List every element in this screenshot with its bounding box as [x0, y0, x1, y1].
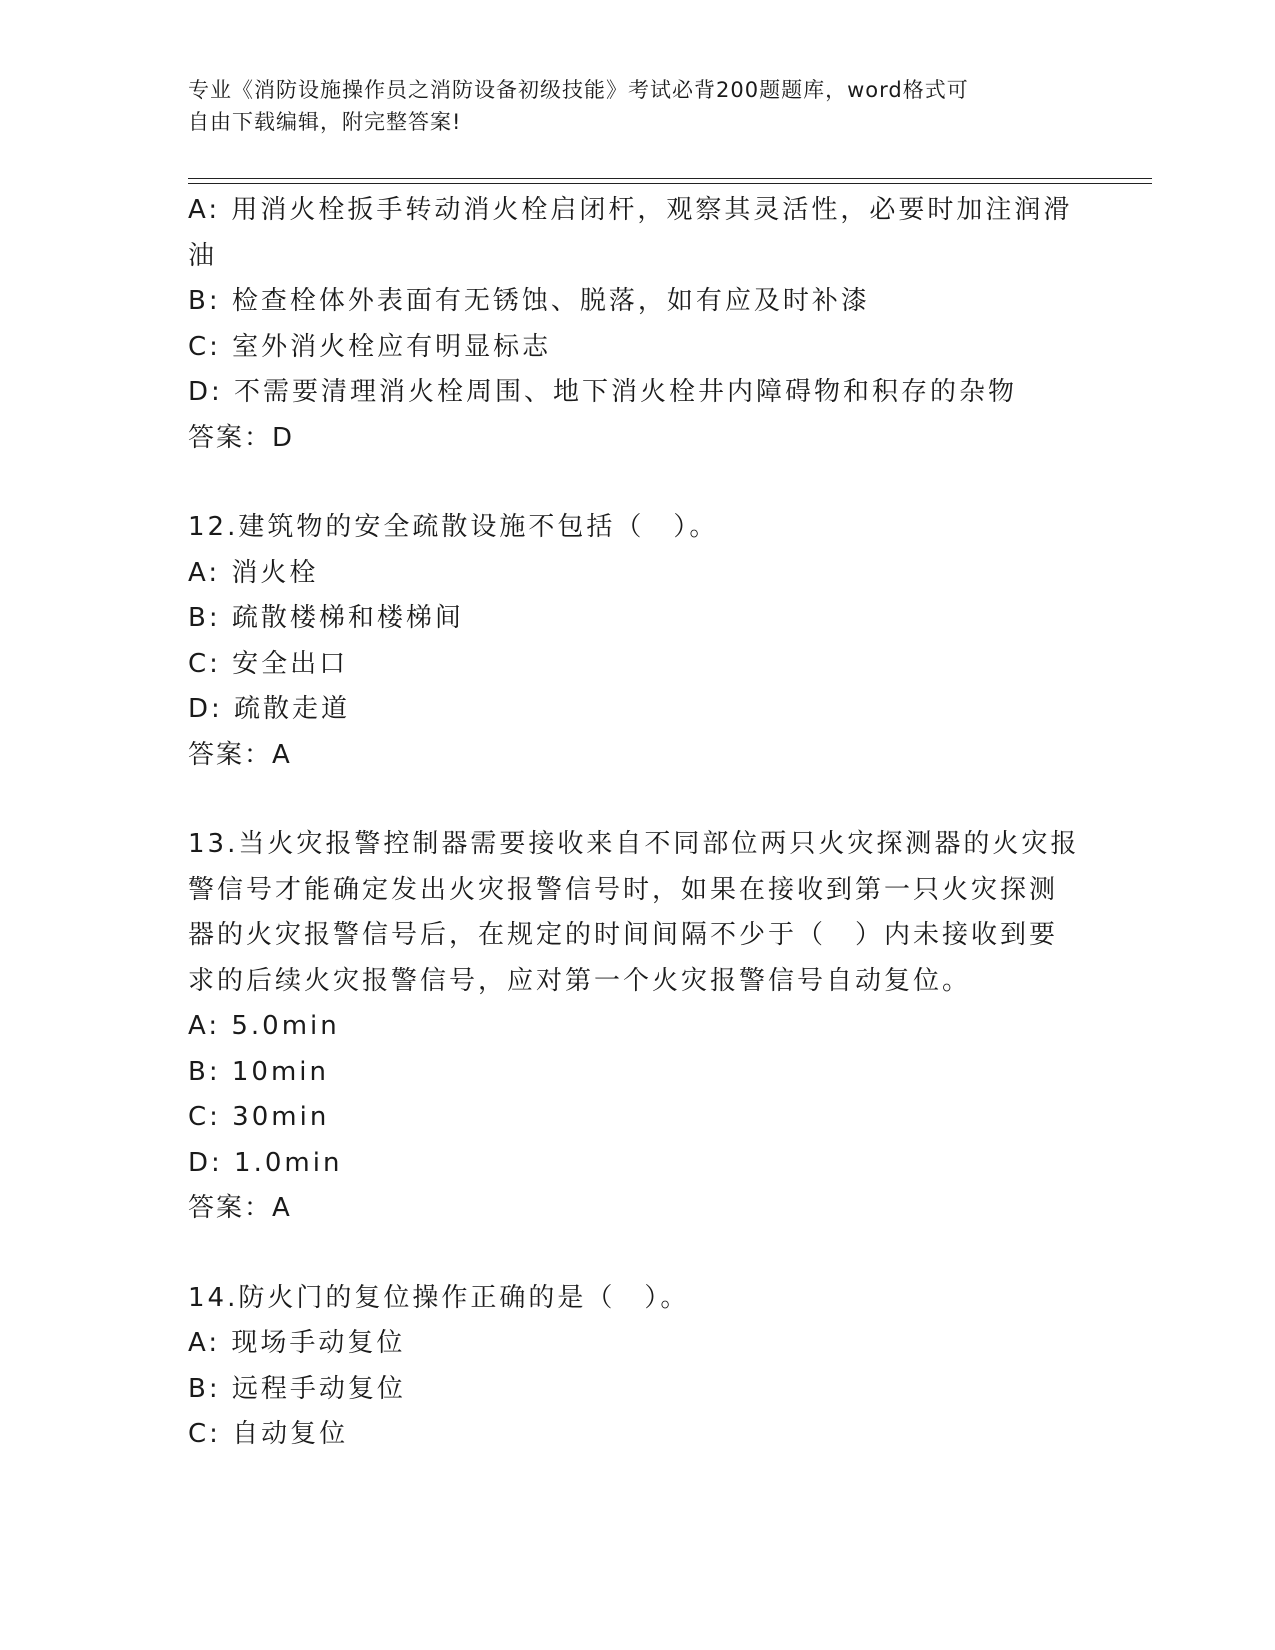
option-d: D: 疏散走道 — [188, 694, 351, 724]
question-11 — [188, 188, 1088, 461]
question-stem-line-1: 13.当火灾报警控制器需要接收来自不同部位两只火灾探测器的火灾报 — [188, 829, 1080, 859]
question-12 — [188, 505, 1088, 778]
option-d: D: 1.0min — [188, 1147, 343, 1178]
option-c: C: 自动复位 — [188, 1419, 349, 1449]
question-gap — [188, 1232, 1088, 1276]
answer: 答案：A — [188, 739, 292, 770]
option-b: B: 检查栓体外表面有无锈蚀、脱落，如有应及时补漆 — [188, 286, 870, 316]
header-rule-top — [188, 178, 1152, 179]
header-line-1: 专业《消防设施操作员之消防设备初级技能》考试必背200题题库，word格式可 — [188, 78, 969, 102]
option-b: B: 10min — [188, 1056, 329, 1087]
document-header — [188, 74, 1068, 138]
answer: 答案：A — [188, 1193, 292, 1223]
option-d: D: 不需要清理消火栓周围、地下消火栓井内障碍物和积存的杂物 — [188, 377, 1018, 407]
header-line-2: 自由下载编辑，附完整答案! — [188, 110, 462, 134]
option-a-line-2: 油 — [188, 240, 218, 271]
question-stem: 14.防火门的复位操作正确的是（ ）。 — [188, 1282, 690, 1313]
question-stem-line-3: 器的火灾报警信号后，在规定的时间间隔不少于（ ）内未接收到要 — [188, 920, 1059, 950]
option-a: A: 消火栓 — [188, 557, 319, 588]
question-gap — [188, 778, 1088, 822]
document-body — [188, 188, 1088, 1458]
question-stem-line-2: 警信号才能确定发出火灾报警信号时，如果在接收到第一只火灾探测 — [188, 874, 1059, 905]
question-stem: 12.建筑物的安全疏散设施不包括（ ）。 — [188, 512, 719, 542]
option-c: C: 室外消火栓应有明显标志 — [188, 331, 552, 362]
question-14 — [188, 1276, 1088, 1458]
option-a-line-1: A: 用消火栓扳手转动消火栓启闭杆，观察其灵活性，必要时加注润滑 — [188, 195, 1073, 225]
header-rule-bottom — [188, 183, 1152, 184]
question-13 — [188, 822, 1088, 1232]
option-b: B: 疏散楼梯和楼梯间 — [188, 603, 464, 633]
question-gap — [188, 461, 1088, 505]
option-c: C: 安全出口 — [188, 648, 349, 679]
option-a: A: 5.0min — [188, 1011, 340, 1041]
option-a: A: 现场手动复位 — [188, 1328, 406, 1358]
question-stem-line-4: 求的后续火灾报警信号，应对第一个火灾报警信号自动复位。 — [188, 965, 972, 996]
option-c: C: 30min — [188, 1102, 330, 1132]
option-b: B: 远程手动复位 — [188, 1373, 406, 1404]
answer: 答案：D — [188, 422, 295, 453]
